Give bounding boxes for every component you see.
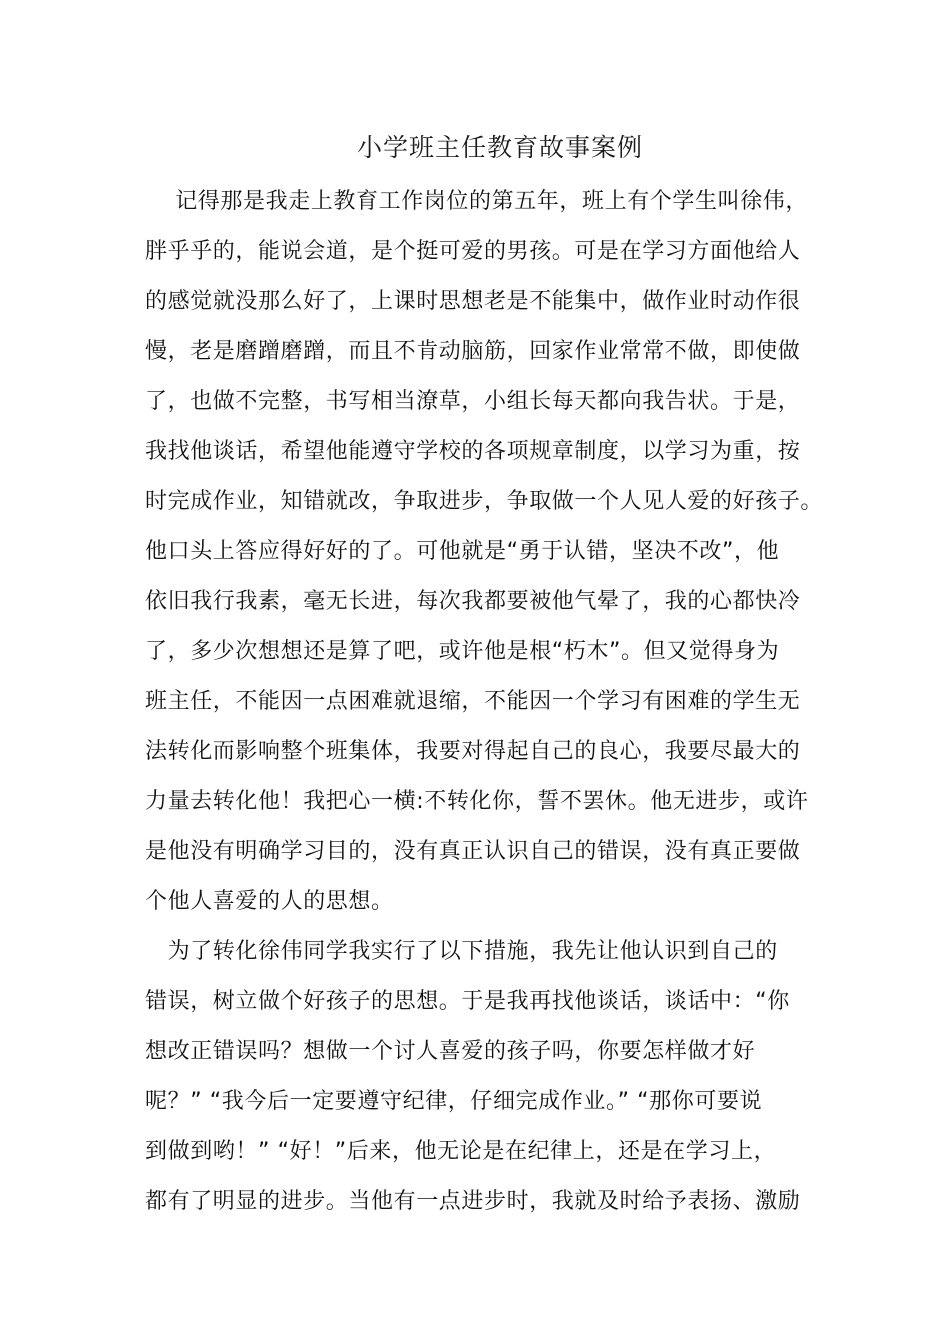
text-line: 了，也做不完整，书写相当潦草，小组长每天都向我告状。于是， — [145, 389, 801, 414]
text-line: 胖乎乎的，能说会道，是个挺可爱的男孩。可是在学习方面他给人 — [145, 239, 801, 264]
text-line: 到做到哟！” “好！”后来，他无论是在纪律上，还是在学习上， — [145, 1139, 777, 1164]
document-title: 小学班主任教育故事案例 — [356, 133, 643, 162]
text-line: 是他没有明确学习目的，没有真正认识自己的错误，没有真正要做 — [145, 839, 801, 864]
text-line: 个他人喜爱的人的思想。 — [145, 889, 394, 914]
text-line: 慢，老是磨蹭磨蹭，而且不肯动脑筋，回家作业常常不做，即使做 — [145, 339, 801, 364]
text-line: 错误，树立做个好孩子的思想。于是我再找他谈话，谈话中：“你 — [145, 989, 790, 1014]
text-line: 法转化而影响整个班集体，我要对得起自己的良心，我要尽最大的 — [145, 739, 801, 764]
text-line: 班主任，不能因一点困难就退缩，不能因一个学习有困难的学生无 — [145, 689, 801, 714]
text-line: 的感觉就没那么好了，上课时思想老是不能集中，做作业时动作很 — [145, 289, 801, 314]
text-line: 依旧我行我素，毫无长进，每次我都要被他气晕了，我的心都快冷 — [145, 589, 801, 614]
text-line: 了，多少次想想还是算了吧，或许他是根“朽木”。但又觉得身为 — [145, 639, 780, 664]
text-line: 记得那是我走上教育工作岗位的第五年，班上有个学生叫徐伟， — [145, 189, 808, 214]
text-line: 为了转化徐伟同学我实行了以下措施，我先让他认识到自己的 — [145, 939, 778, 964]
text-line: 时完成作业，知错就改，争取进步，争取做一个人见人爱的好孩子。 — [145, 489, 824, 514]
text-line: 力量去转化他！我把心一横:不转化你，誓不罢休。他无进步，或许 — [145, 789, 809, 814]
text-line: 都有了明显的进步。当他有一点进步时，我就及时给予表扬、激励 — [145, 1189, 801, 1214]
text-line: 想改正错误吗？想做一个讨人喜爱的孩子吗，你要怎样做才好 — [145, 1039, 756, 1064]
text-line: 呢？” “我今后一定要遵守纪律，仔细完成作业。” “那你可要说 — [145, 1089, 763, 1114]
text-line: 我找他谈话，希望他能遵守学校的各项规章制度，以学习为重，按 — [145, 439, 801, 464]
text-line: 他口头上答应得好好的了。可他就是“勇于认错，坚决不改”，他 — [145, 539, 780, 564]
